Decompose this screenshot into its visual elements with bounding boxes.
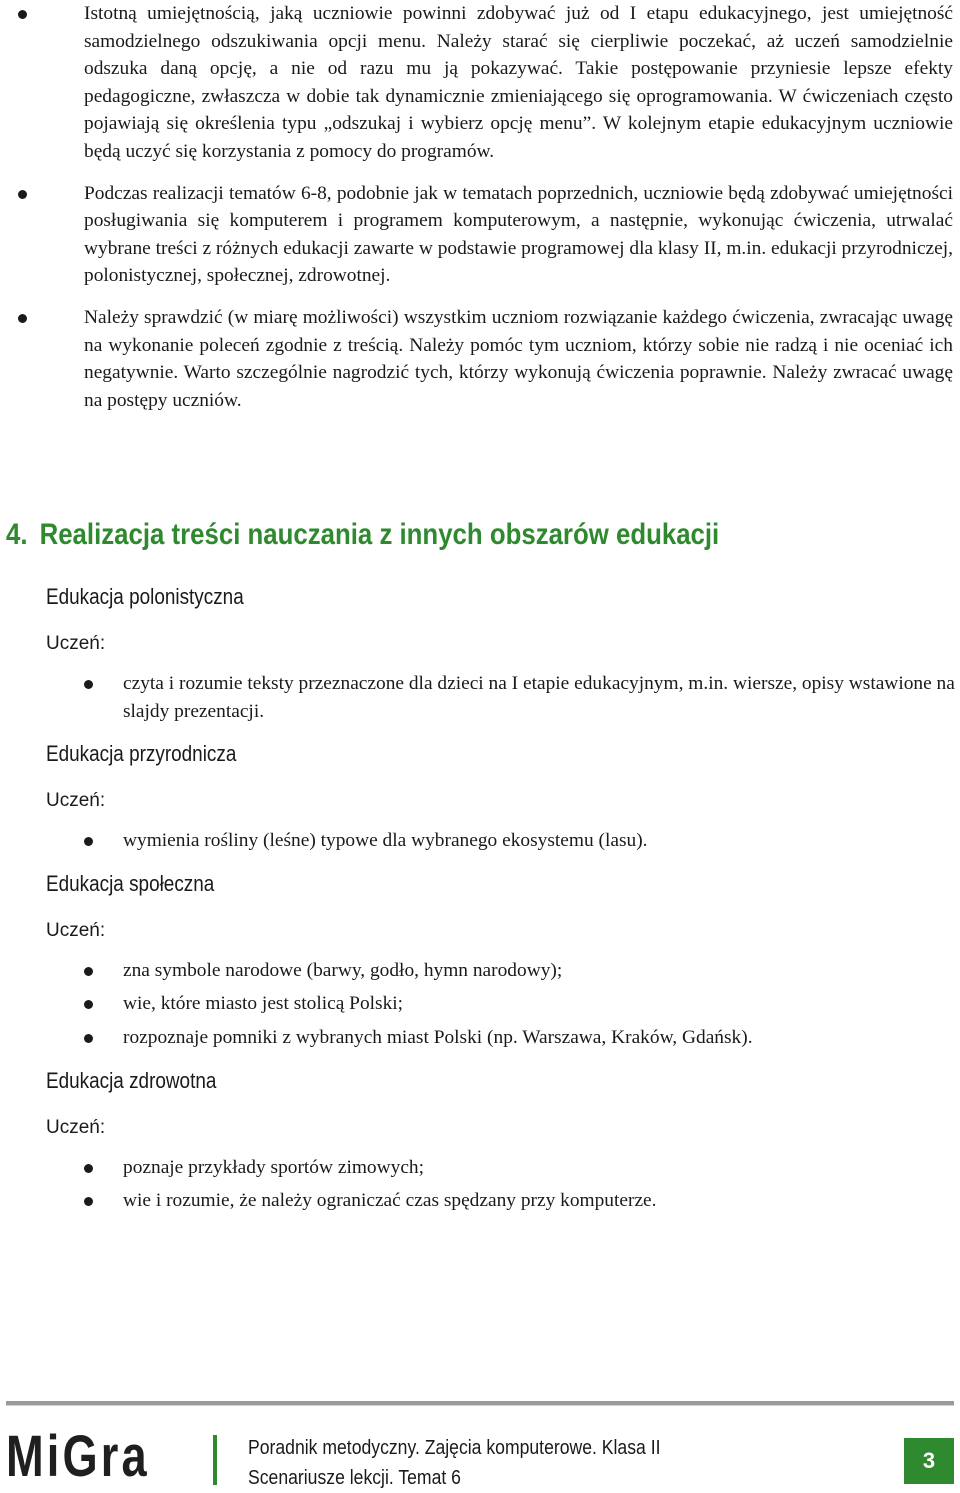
bullet-icon: [84, 837, 93, 846]
section-number: 4.: [6, 518, 28, 551]
bullet-icon: [84, 1000, 93, 1009]
bullet-icon: [84, 680, 93, 689]
list-item: [18, 180, 953, 290]
outcome-list: [46, 827, 956, 855]
list-item-text: wie, które miasto jest stolicą Polski;: [123, 993, 404, 1015]
list-item: [46, 1187, 956, 1215]
list-item-text: Podczas realizacji tematów 6-8, podobnie jak w tematach poprzednich, uczniowie będą zdobywać umiejętności posługiwania się komputerem i programem komputerowym, a następnie, wykonując ćwiczenia, utrwalać wybrane treści z różnych edukacji zawarte w podstawie programowej dla klasy II, m.in. edukacji przyrodniczej, polonistycznej, społecznej, zdrowotnej.: [84, 182, 953, 287]
list-item-text: zna symbole narodowe (barwy, godło, hymn narodowy);: [123, 959, 563, 981]
list-item-text: wie i rozumie, że należy ograniczać czas spędzany przy komputerze.: [123, 1190, 657, 1212]
outcome-list: [46, 957, 956, 1052]
brand-logo: MiGra: [6, 1424, 150, 1489]
area-health: [46, 1066, 956, 1215]
list-item-text: czyta i rozumie teksty przeznaczone dla dzieci na I etapie edukacyjnym, m.in. wiersze, opisy wstawione na slajdy prezentacji.: [123, 673, 955, 722]
area-social: [46, 869, 956, 1052]
list-item: [46, 957, 956, 985]
bullet-icon: [84, 1164, 93, 1173]
page-number-badge: 3: [904, 1438, 954, 1484]
footer-divider: [6, 1401, 954, 1406]
area-polish: [46, 582, 956, 725]
list-item: [46, 990, 956, 1018]
list-item-text: wymienia rośliny (leśne) typowe dla wybranego ekosystemu (lasu).: [123, 830, 648, 852]
area-nature: [46, 739, 956, 855]
pupil-label: Uczeń:: [46, 633, 106, 654]
list-item: [46, 1154, 956, 1182]
area-heading: Edukacja społeczna: [46, 870, 215, 896]
pupil-label: Uczeń:: [46, 919, 106, 941]
footer-separator: [213, 1435, 217, 1485]
bullet-icon: [84, 1034, 93, 1043]
outcome-list: [46, 1154, 956, 1215]
pupil-label: Uczeń:: [46, 790, 106, 812]
list-item: [18, 304, 953, 414]
list-item-text: rozpoznaje pomniki z wybranych miast Polski (np. Warszawa, Kraków, Gdańsk).: [123, 1026, 753, 1048]
list-item: [18, 0, 953, 166]
outcome-list: [46, 670, 956, 725]
footer-line-1: Poradnik metodyczny. Zajęcia komputerowe. Klasa II: [248, 1437, 661, 1459]
bullet-icon: [18, 10, 27, 19]
area-heading: Edukacja polonistyczna: [46, 584, 244, 609]
list-item: [46, 1024, 956, 1052]
section-heading: [6, 518, 719, 552]
bullet-icon: [18, 190, 27, 199]
bullet-icon: [18, 314, 27, 323]
pupil-label: Uczeń:: [46, 1116, 106, 1138]
footer-caption: [248, 1433, 660, 1493]
footer-line-2: Scenariusze lekcji. Temat 6: [248, 1467, 461, 1489]
area-heading: Edukacja zdrowotna: [46, 1067, 217, 1093]
intro-bullet-list: [18, 0, 953, 428]
area-heading: Edukacja przyrodnicza: [46, 741, 237, 767]
list-item: [46, 827, 956, 855]
bullet-icon: [84, 1197, 93, 1206]
section-title: Realizacja treści nauczania z innych obszarów edukacji: [39, 518, 720, 551]
list-item-text: Istotną umiejętnością, jaką uczniowie powinni zdobywać już od I etapu edukacyjnego, jest umiejętność samodzielnego odszukiwania opcji menu. Należy starać się cierpliwie poczekać, aż uczeń samodzielnie odszuka daną opcję, a nie od razu mu ją pokazywać. Takie postępowanie przyniesie lepsze efekty pedagogiczne, zwłaszcza w dobie tak dynamicznie zmieniającego się oprogramowania. W ćwiczeniach często pojawiają się określenia typu „odszukaj i wybierz opcję menu”. W kolejnym etapie edukacyjnym uczniowie będą uczyć się korzystania z pomocy do programów.: [84, 3, 953, 162]
list-item-text: poznaje przykłady sportów zimowych;: [123, 1156, 425, 1178]
bullet-icon: [84, 967, 93, 976]
list-item-text: Należy sprawdzić (w miarę możliwości) wszystkim uczniom rozwiązanie każdego ćwiczenia, zwracając uwagę na wykonanie poleceń zgodnie z treścią. Należy pomóc tym uczniom, którzy sobie nie radzą i nie oceniać ich negatywnie. Warto szczególnie nagrodzić tych, którzy wykonują ćwiczenia poprawnie. Należy zwracać uwagę na postępy uczniów.: [84, 306, 953, 411]
list-item: [46, 670, 956, 725]
education-areas: [46, 582, 956, 1229]
